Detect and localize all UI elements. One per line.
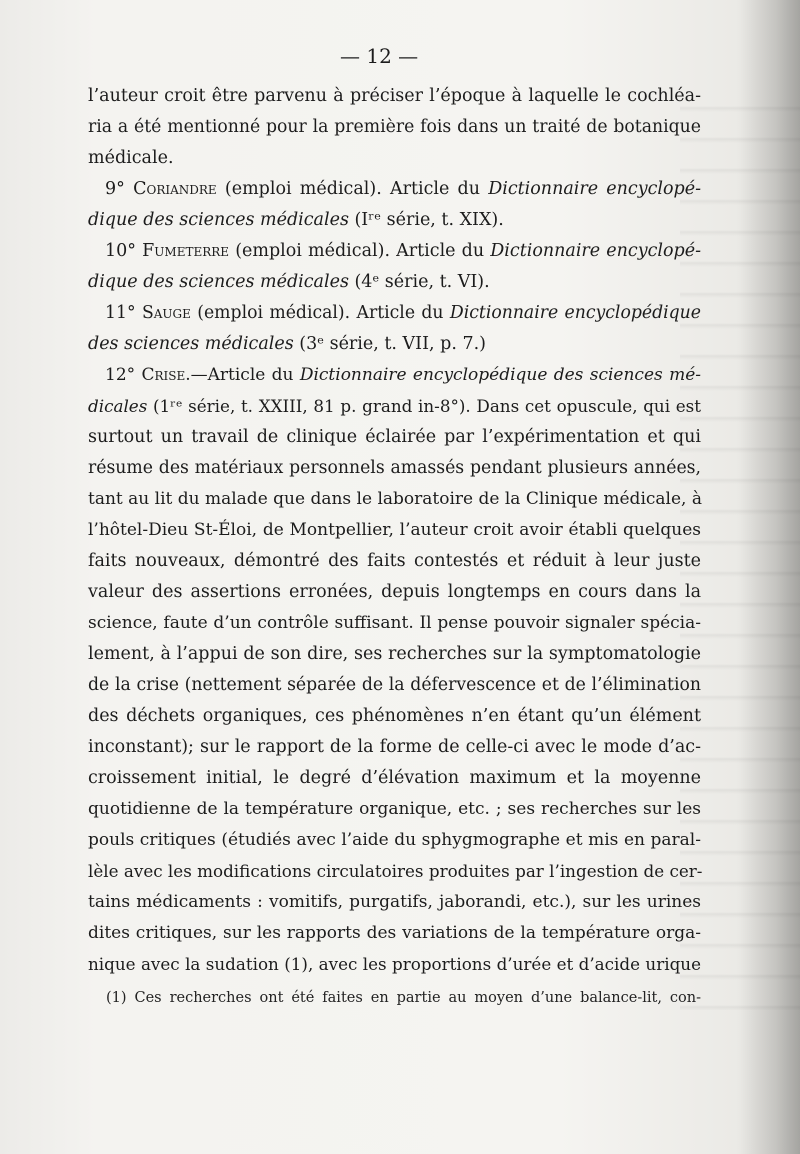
text-line: des déchets organiques, ces phénomènes n’en étant qu’un élément <box>88 706 701 726</box>
text-line: médicale. <box>88 148 174 168</box>
text-line: valeur des assertions erronées, depuis longtemps en cours dans la <box>88 582 701 602</box>
text-line: quotidienne de la température organique, etc. ; ses recherches sur les <box>88 799 701 819</box>
bibliography-item: 11° Sauge (emploi médical). Article du Dictionnaire encyclopédique <box>105 303 701 323</box>
text-line: lèle avec les modifications circulatoires produites par l’ingestion de cer- <box>88 861 703 881</box>
bibliography-item: 9° Coriandre (emploi médical). Article du Dictionnaire encyclopé- <box>105 179 702 199</box>
text-line: tant au lit du malade que dans le laboratoire de la Clinique médicale, à <box>88 489 702 509</box>
text-line: résume des matériaux personnels amassés pendant plusieurs années, <box>88 458 701 478</box>
text-line: faits nouveaux, démontré des faits contestés et réduit à leur juste <box>88 551 701 571</box>
bibliography-item: 10° Fumeterre (emploi médical). Article du Dictionnaire encyclopé- <box>105 241 702 261</box>
text-line: dique des sciences médicales (4ᵉ série, t. VI). <box>88 272 490 292</box>
text-line: lement, à l’appui de son dire, ses recherches sur la symptomatologie <box>88 644 701 664</box>
text-line: science, faute d’un contrôle suffisant. Il pense pouvoir signaler spécia- <box>88 613 701 633</box>
text-line: nique avec la sudation (1), avec les proportions d’urée et d’acide urique <box>88 954 701 974</box>
page-gutter-shadow <box>740 0 800 1154</box>
text-line: des sciences médicales (3ᵉ série, t. VII, p. 7.) <box>88 334 486 354</box>
text-line: l’auteur croit être parvenu à préciser l’époque à laquelle le cochléa- <box>88 86 701 106</box>
page-number: — 12 — <box>340 44 419 68</box>
text-line: ria a été mentionné pour la première fois dans un traité de botanique <box>88 117 701 137</box>
footnote: (1) Ces recherches ont été faites en partie au moyen d’une balance-lit, con- <box>106 990 701 1006</box>
text-line: surtout un travail de clinique éclairée par l’expérimentation et qui <box>88 427 701 447</box>
text-line: tains médicaments : vomitifs, purgatifs, jaborandi, etc.), sur les urines <box>88 892 701 912</box>
text-line: croissement initial, le degré d’élévation maximum et la moyenne <box>88 768 701 788</box>
text-line: de la crise (nettement séparée de la défervescence et de l’élimination <box>88 675 701 695</box>
text-line: dites critiques, sur les rapports des variations de la température orga- <box>88 923 701 943</box>
text-line: dicales (1ʳᵉ série, t. XXIII, 81 p. grand in-8°). Dans cet opuscule, qui est <box>88 396 701 416</box>
text-line: l’hôtel-Dieu St-Éloi, de Montpellier, l’auteur croit avoir établi quelques <box>88 520 701 540</box>
text-line: dique des sciences médicales (Iʳᵉ série, t. XIX). <box>88 210 504 230</box>
text-line: inconstant); sur le rapport de la forme de celle-ci avec le mode d’ac- <box>88 737 701 757</box>
text-line: pouls critiques (étudiés avec l’aide du sphygmographe et mis en paral- <box>88 830 701 850</box>
bibliography-item: 12° Crise.—Article du Dictionnaire encyclopédique des sciences mé- <box>105 365 702 385</box>
